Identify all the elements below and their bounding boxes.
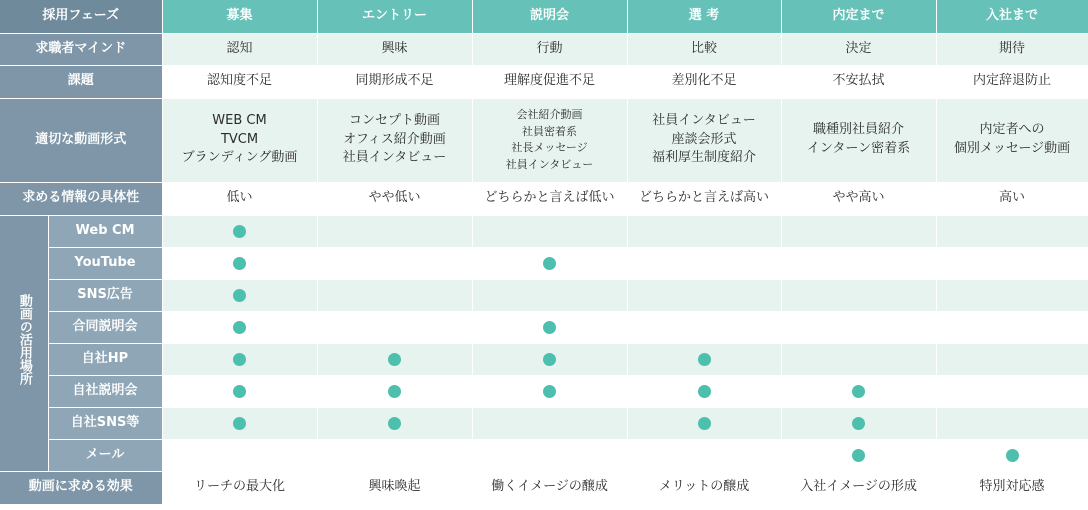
specificity-cell: やや低い [317, 182, 472, 215]
usage-cell [317, 279, 472, 311]
usage-mark-dot [233, 225, 246, 238]
usage-place-label: 自社HP [48, 343, 162, 375]
usage-mark-dot [233, 417, 246, 430]
usage-cell [317, 215, 472, 247]
effect-cell: 特別対応感 [936, 471, 1088, 504]
phase-header: 選 考 [627, 0, 781, 33]
usage-cell [162, 279, 317, 311]
mindset-cell: 興味 [317, 33, 472, 65]
format-cell: 職種別社員紹介 インターン密着系 [781, 98, 936, 182]
row-label: 求める情報の具体性 [0, 182, 162, 215]
issue-cell: 同期形成不足 [317, 65, 472, 98]
specificity-cell: 高い [936, 182, 1088, 215]
format-cell: 内定者への 個別メッセージ動画 [936, 98, 1088, 182]
specificity-cell: やや高い [781, 182, 936, 215]
usage-mark-dot [233, 353, 246, 366]
format-cell: 社員インタビュー 座談会形式 福利厚生制度紹介 [627, 98, 781, 182]
usage-cell [162, 311, 317, 343]
usage-cell [472, 279, 627, 311]
usage-mark-dot [698, 417, 711, 430]
usage-cell [162, 343, 317, 375]
usage-cell [781, 407, 936, 439]
effect-cell: メリットの醸成 [627, 471, 781, 504]
usage-cell [627, 247, 781, 279]
mindset-cell: 認知 [162, 33, 317, 65]
phase-header: 内定まで [781, 0, 936, 33]
usage-cell [781, 215, 936, 247]
phase-header: 入社まで [936, 0, 1088, 33]
mindset-cell: 期待 [936, 33, 1088, 65]
usage-cell [317, 343, 472, 375]
issue-row [0, 65, 1088, 98]
format-cell: コンセプト動画 オフィス紹介動画 社員インタビュー [317, 98, 472, 182]
usage-mark-dot [543, 385, 556, 398]
usage-section [0, 215, 1088, 471]
usage-mark-dot [233, 257, 246, 270]
usage-mark-dot [233, 385, 246, 398]
usage-cell [781, 439, 936, 471]
usage-mark-dot [852, 449, 865, 462]
usage-place-label: 合同説明会 [48, 311, 162, 343]
usage-mark-dot [698, 385, 711, 398]
usage-cell [627, 311, 781, 343]
effect-row [0, 471, 1088, 504]
usage-row [0, 439, 1088, 471]
effect-cell: 働くイメージの醸成 [472, 471, 627, 504]
usage-cell [781, 311, 936, 343]
usage-mark-dot [388, 417, 401, 430]
usage-cell [162, 247, 317, 279]
effect-cell: 興味喚起 [317, 471, 472, 504]
mindset-cell: 比較 [627, 33, 781, 65]
usage-cell [936, 247, 1088, 279]
usage-cell [936, 407, 1088, 439]
usage-row [0, 279, 1088, 311]
usage-mark-dot [543, 353, 556, 366]
usage-cell [936, 375, 1088, 407]
usage-row [0, 311, 1088, 343]
usage-cell [472, 343, 627, 375]
usage-place-label: 自社SNS等 [48, 407, 162, 439]
usage-row [0, 215, 1088, 247]
usage-mark-dot [233, 289, 246, 302]
row-label: 動画に求める効果 [0, 471, 162, 504]
row-label: 課題 [0, 65, 162, 98]
usage-cell [317, 439, 472, 471]
usage-mark-dot [543, 257, 556, 270]
usage-mark-dot [852, 385, 865, 398]
usage-cell [781, 247, 936, 279]
usage-cell [472, 407, 627, 439]
usage-cell [317, 407, 472, 439]
usage-cell [317, 247, 472, 279]
issue-cell: 理解度促進不足 [472, 65, 627, 98]
usage-cell [627, 343, 781, 375]
effect-cell: 入社イメージの形成 [781, 471, 936, 504]
usage-mark-dot [233, 321, 246, 334]
phase-header: エントリー [317, 0, 472, 33]
mindset-row [0, 33, 1088, 65]
usage-cell [472, 215, 627, 247]
usage-group-text: 動画の活用場所 [16, 294, 32, 386]
format-cell: 会社紹介動画 社員密着系 社長メッセージ 社員インタビュー [472, 98, 627, 182]
usage-cell [472, 439, 627, 471]
effect-cell: リーチの最大化 [162, 471, 317, 504]
usage-row [0, 407, 1088, 439]
usage-row [0, 375, 1088, 407]
usage-cell [936, 343, 1088, 375]
usage-cell [781, 279, 936, 311]
usage-cell [162, 215, 317, 247]
issue-cell: 認知度不足 [162, 65, 317, 98]
usage-cell [936, 439, 1088, 471]
usage-cell [317, 311, 472, 343]
usage-mark-dot [698, 353, 711, 366]
usage-cell [627, 407, 781, 439]
usage-mark-dot [852, 417, 865, 430]
phase-header: 募集 [162, 0, 317, 33]
usage-place-label: 自社説明会 [48, 375, 162, 407]
mindset-cell: 行動 [472, 33, 627, 65]
usage-group-label [0, 215, 48, 471]
usage-cell [781, 343, 936, 375]
format-cell: WEB CM TVCM ブランディング動画 [162, 98, 317, 182]
usage-mark-dot [388, 353, 401, 366]
usage-row [0, 247, 1088, 279]
usage-cell [627, 215, 781, 247]
usage-place-label: メール [48, 439, 162, 471]
usage-place-label: Web CM [48, 215, 162, 247]
phase-header: 説明会 [472, 0, 627, 33]
usage-mark-dot [1006, 449, 1019, 462]
format-row [0, 98, 1088, 182]
specificity-cell: どちらかと言えば低い [472, 182, 627, 215]
usage-cell [936, 279, 1088, 311]
corner-header: 採用フェーズ [0, 0, 162, 33]
usage-cell [627, 439, 781, 471]
mindset-cell: 決定 [781, 33, 936, 65]
usage-cell [472, 311, 627, 343]
usage-cell [472, 375, 627, 407]
usage-place-label: SNS広告 [48, 279, 162, 311]
usage-row [0, 343, 1088, 375]
issue-cell: 内定辞退防止 [936, 65, 1088, 98]
usage-cell [162, 407, 317, 439]
header-row [0, 0, 1088, 33]
usage-place-label: YouTube [48, 247, 162, 279]
usage-mark-dot [543, 321, 556, 334]
usage-cell [162, 439, 317, 471]
issue-cell: 不安払拭 [781, 65, 936, 98]
specificity-cell: どちらかと言えば高い [627, 182, 781, 215]
specificity-row [0, 182, 1088, 215]
usage-cell [936, 215, 1088, 247]
usage-mark-dot [388, 385, 401, 398]
usage-cell [627, 375, 781, 407]
usage-cell [936, 311, 1088, 343]
specificity-cell: 低い [162, 182, 317, 215]
usage-cell [627, 279, 781, 311]
row-label: 求職者マインド [0, 33, 162, 65]
usage-cell [317, 375, 472, 407]
row-label: 適切な動画形式 [0, 98, 162, 182]
issue-cell: 差別化不足 [627, 65, 781, 98]
usage-cell [162, 375, 317, 407]
usage-cell [781, 375, 936, 407]
usage-cell [472, 247, 627, 279]
